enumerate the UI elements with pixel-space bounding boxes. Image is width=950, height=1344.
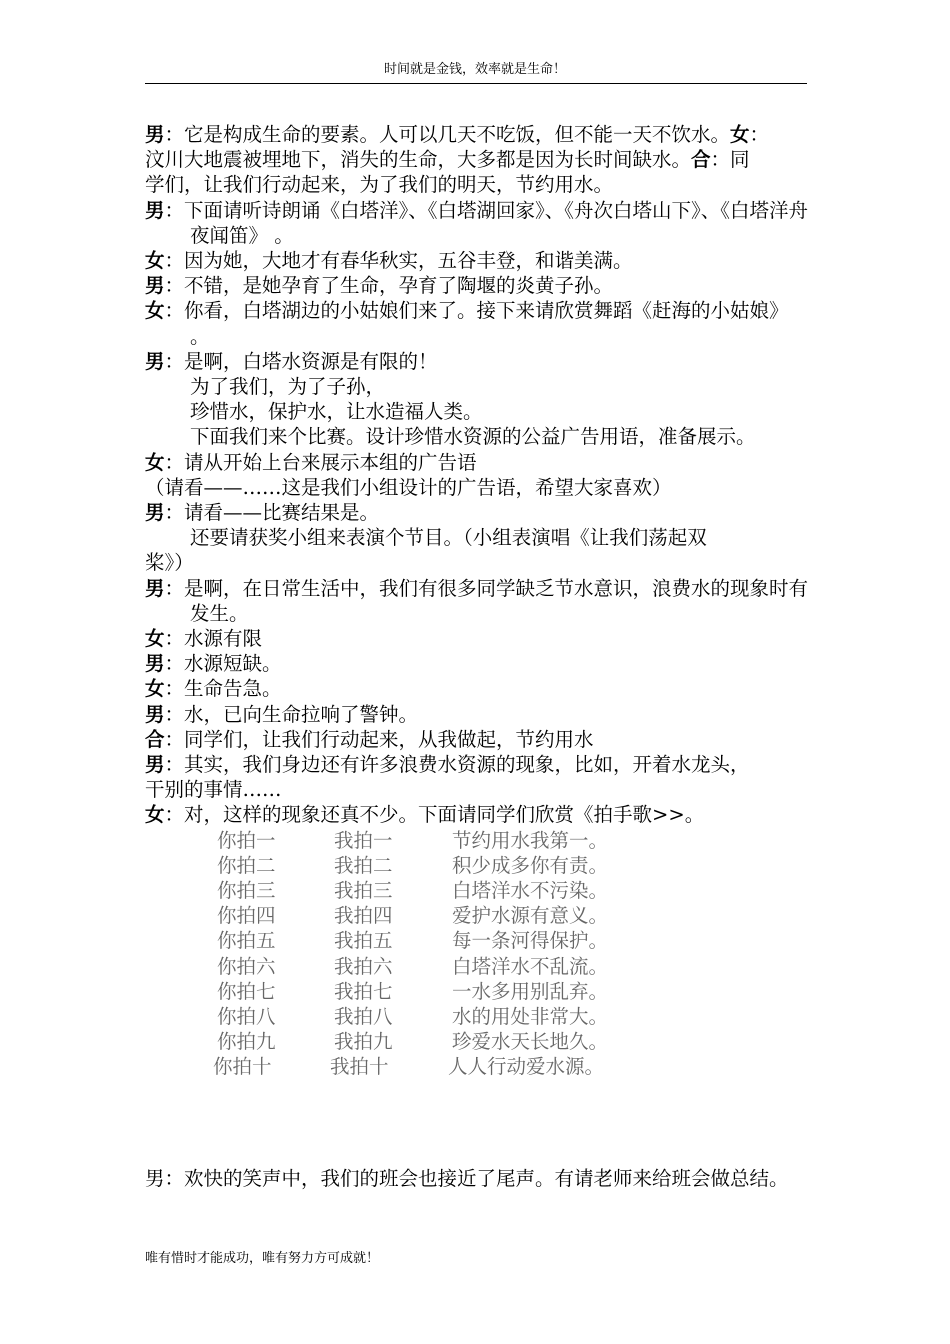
clap-me: 我拍九 [334, 1030, 393, 1054]
clap-song-row [217, 954, 813, 979]
speaker-label: 男 [145, 123, 165, 146]
script-line-11: 下面我们来个比赛。设计珍惜水资源的公益广告用语，准备展示。 [190, 425, 756, 449]
line-text: 汶川大地震被埋地下，消失的生命，大多都是因为长时间缺水。 [145, 148, 692, 172]
script-line-16: 桨》） [145, 551, 194, 575]
clap-song [145, 828, 813, 1080]
clap-verse: 水的用处非常大。 [452, 1005, 609, 1028]
script-line-17 [145, 576, 813, 626]
clap-verse: 每一条河得保护。 [452, 929, 609, 953]
clap-you: 你拍一 [217, 828, 276, 852]
line-text: ：请从开始上台来展示本组的广告语 [164, 450, 477, 474]
script-line-19 [145, 651, 813, 676]
line-text: ：因为她，大地才有春华秋实，五谷丰登，和谐美满。 [164, 249, 633, 273]
clap-you: 你拍二 [217, 853, 276, 877]
speaker-label: 女 [145, 803, 165, 827]
clap-me: 我拍五 [334, 929, 393, 953]
clap-verse: 积少成多你有责。 [452, 853, 609, 877]
script-line-1 [145, 122, 813, 147]
line-text: ：是啊，在日常生活中，我们有很多同学缺乏节水意识，浪费水的现象时有发生。 [164, 576, 809, 625]
line-text: ：其实，我们身边还有许多浪费水资源的现象，比如，开着水龙头， [164, 753, 750, 777]
line-text: ：水源短缺。 [164, 652, 282, 676]
clap-you: 你拍六 [217, 954, 276, 978]
clap-you: 你拍十 [213, 1055, 272, 1079]
speaker-label: 女 [145, 627, 165, 651]
script-line-12 [145, 450, 813, 475]
line-text: ：你看，白塔湖边的小姑娘们来了。接下来请欣赏舞蹈《赶海的小姑娘》 。 [164, 299, 789, 348]
speaker-label: 男 [145, 652, 165, 676]
clap-me: 我拍八 [334, 1005, 393, 1028]
speaker-label: 男 [145, 501, 165, 525]
line-text: ：水源有限 [164, 627, 263, 651]
line-text: ：下面请听诗朗诵《白塔洋》、《白塔湖回家》、《舟次白塔山下》、《白塔洋舟夜闻笛》 。 [164, 198, 809, 247]
line-text: ：请看——比赛结果是。 [164, 501, 380, 525]
clap-you: 你拍七 [217, 979, 276, 1003]
speaker-label: 女 [730, 123, 750, 146]
clap-song-row [217, 1004, 813, 1029]
clap-you: 你拍四 [217, 904, 276, 928]
line-text: ：生命告急。 [164, 677, 282, 701]
clap-you: 你拍五 [217, 929, 276, 953]
script-line-4 [145, 198, 813, 248]
script-line-25 [145, 802, 813, 827]
clap-me: 我拍四 [334, 904, 393, 928]
script-line-13: （请看——……这是我们小组设计的广告语，希望大家喜欢） [145, 475, 672, 499]
speaker-label: 男 [145, 274, 165, 298]
clap-verse: 白塔洋水不乱流。 [452, 954, 609, 978]
speaker-label: 合 [145, 727, 165, 751]
clap-me: 我拍七 [334, 979, 393, 1003]
speaker-label: 男 [145, 576, 165, 600]
clap-song-row [217, 979, 813, 1004]
speaker-label: 女 [145, 677, 165, 701]
clap-you: 你拍九 [217, 1030, 276, 1054]
closing-line: 男：欢快的笑声中，我们的班会也接近了尾声。有请老师来给班会做总结。 [145, 1166, 789, 1190]
line-text: ：同学们，让我们行动起来，从我做起，节约用水 [164, 727, 594, 751]
script-line-7 [145, 298, 813, 348]
line-text: ：同 [710, 148, 750, 172]
clap-verse: 人人行动爱水源。 [448, 1055, 605, 1079]
script-line-24: 干别的事情…… [145, 778, 282, 802]
clap-verse: 爱护水源有意义。 [452, 904, 609, 928]
speaker-label: 女 [145, 450, 165, 474]
clap-you: 你拍八 [217, 1005, 276, 1028]
line-text: ： [749, 123, 770, 146]
header-rule [145, 83, 807, 84]
clap-song-row [217, 928, 813, 953]
clap-me: 我拍六 [334, 954, 393, 978]
script-line-5 [145, 248, 813, 273]
script-line-3: 学们，让我们行动起来，为了我们的明天，节约用水。 [145, 173, 614, 197]
clap-me: 我拍二 [334, 853, 393, 877]
clap-song-row [217, 1029, 813, 1054]
script-line-9: 为了我们，为了子孙， [190, 375, 386, 399]
line-text: ：对，这样的现象还真不少。下面请同学们欣赏《拍手歌>>。 [164, 803, 705, 827]
line-text: ：水，已向生命拉响了警钟。 [164, 702, 419, 726]
clap-verse: 珍爱水天长地久。 [452, 1030, 609, 1054]
clap-me: 我拍十 [330, 1055, 389, 1079]
speaker-label: 女 [145, 249, 165, 273]
script-line-22 [145, 727, 813, 752]
speaker-label: 合 [691, 148, 711, 172]
script-line-2 [145, 147, 813, 172]
speaker-label: 男 [145, 198, 165, 222]
script-line-14 [145, 500, 813, 525]
line-text: ：是啊，白塔水资源是有限的！ [164, 349, 438, 373]
page-header: 时间就是金钱，效率就是生命！ [383, 62, 566, 77]
clap-song-row [217, 903, 813, 928]
script-line-21 [145, 702, 813, 727]
clap-verse: 节约用水我第一。 [452, 828, 609, 852]
clap-you: 你拍三 [217, 879, 276, 903]
clap-song-row [217, 828, 813, 853]
clap-song-row [217, 878, 813, 903]
script-line-6 [145, 273, 813, 298]
clap-me: 我拍三 [334, 879, 393, 903]
clap-verse: 一水多用别乱弃。 [452, 979, 609, 1003]
script-line-23 [145, 752, 813, 777]
speaker-label: 男 [145, 702, 165, 726]
script-line-20 [145, 676, 813, 701]
speaker-label: 女 [145, 299, 165, 323]
speaker-label: 男 [145, 753, 165, 777]
speaker-label: 男 [145, 349, 165, 373]
line-text: ：它是构成生命的要素。人可以几天不吃饭，但不能一天不饮水。 [164, 123, 731, 146]
page-footer: 唯有惜时才能成功，唯有努力方可成就！ [145, 1251, 380, 1266]
line-text: ：不错，是她孕育了生命，孕育了陶堰的炎黄子孙。 [164, 274, 614, 298]
script-body [145, 122, 813, 1080]
script-line-15: 还要请获奖小组来表演个节目。（小组表演唱《让我们荡起双 [190, 526, 707, 550]
script-line-10: 珍惜水，保护水，让水造福人类。 [190, 400, 483, 424]
clap-me: 我拍一 [334, 828, 393, 852]
clap-song-row [213, 1054, 813, 1079]
clap-song-row [217, 853, 813, 878]
script-line-8 [145, 349, 813, 374]
script-line-18 [145, 626, 813, 651]
clap-verse: 白塔洋水不污染。 [452, 879, 609, 903]
